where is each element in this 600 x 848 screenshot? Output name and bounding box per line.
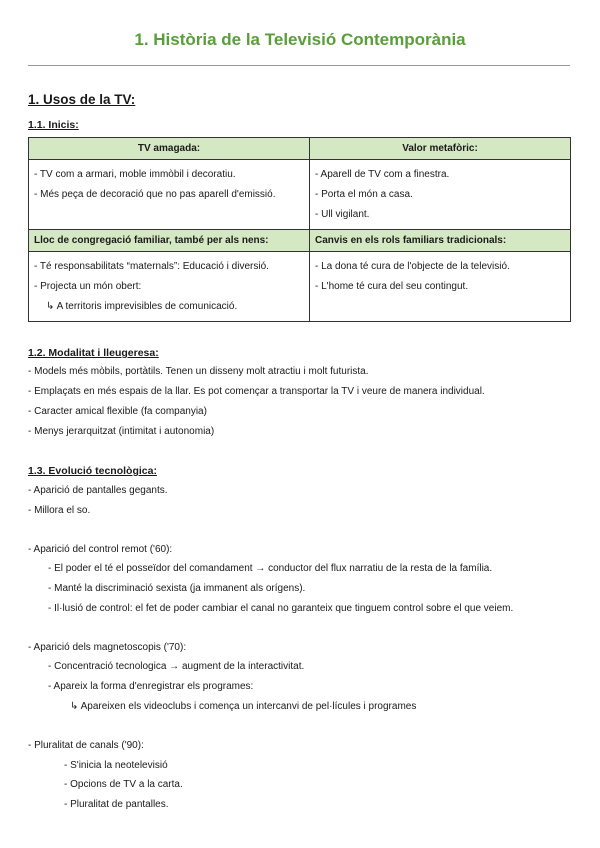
table-header-tv-amagada: TV amagada: — [29, 138, 310, 160]
list-item: - Il·lusió de control: el fet de poder cambiar el canal no garanteix que tinguem control sobre el que veiem. — [48, 603, 514, 614]
list-item: - Models més mòbils, portàtils. Tenen un disseny molt atractiu i molt futurista. — [28, 366, 369, 377]
table-cell-line: - L'home té cura del seu contingut. — [315, 281, 469, 292]
subheading-inicis: 1.1. Inicis: — [28, 119, 79, 131]
page-title: 1. Història de la Televisió Contemporània — [134, 30, 466, 49]
title-divider — [28, 65, 570, 66]
list-item: - Millora el so. — [28, 505, 91, 516]
list-item: - Aparició de pantalles gegants. — [28, 485, 168, 496]
table-header-lloc-congregacio: Lloc de congregació familiar, també per als nens: — [29, 230, 310, 252]
table-header-canvis-rols: Canvis en els rols familiars tradicionals: — [310, 230, 571, 252]
table-cell-lloc-congregacio — [29, 252, 310, 322]
list-item: - Caracter amical flexible (fa companyia) — [28, 406, 207, 417]
list-item: - El poder el té el posseïdor del comandament → conductor del flux narratiu de la resta de la família. — [48, 563, 493, 574]
list-item-sub: ↳ Apareixen els videoclubs i comença un intercanvi de pel·lícules i programes — [70, 701, 417, 712]
list-item-title: - Aparició dels magnetoscopis ('70): — [28, 642, 187, 653]
table-cell-line: - Aparell de TV com a finestra. — [315, 169, 450, 180]
table-cell-valor-metaforic — [310, 160, 571, 230]
section-heading-usos: 1. Usos de la TV: — [28, 92, 136, 107]
table-cell-line: - Més peça de decoració que no pas aparell d'emissió. — [34, 189, 276, 200]
table-cell-line: - Ull vigilant. — [315, 209, 370, 220]
table-cell-line: - La dona té cura de l'objecte de la televisió. — [315, 261, 510, 272]
table-header-valor-metaforic: Valor metafòric: — [310, 138, 571, 160]
table-cell-tv-amagada — [29, 160, 310, 230]
list-item-title: - Pluralitat de canals ('90): — [28, 740, 144, 751]
table-cell-canvis-rols — [310, 252, 571, 322]
table-cell-line: - Porta el món a casa. — [315, 189, 413, 200]
inicis-table — [28, 137, 571, 322]
list-item: - Manté la discriminació sexista (ja immanent als orígens). — [48, 583, 306, 594]
list-item: - Concentració tecnologica → augment de la interactivitat. — [48, 661, 305, 672]
table-cell-line: ↳ A territoris imprevisibles de comunicació. — [46, 301, 238, 312]
list-item: - Emplaçats en més espais de la llar. Es pot començar a transportar la TV i veure de manera individual. — [28, 386, 485, 397]
table-cell-line: - Té responsabilitats “maternals”: Educació i diversió. — [34, 261, 269, 272]
subheading-evolucio: 1.3. Evolució tecnològica: — [28, 465, 157, 477]
list-item: - Opcions de TV a la carta. — [64, 779, 183, 790]
table-cell-line: - TV com a armari, moble immòbil i decoratiu. — [34, 169, 236, 180]
subheading-modalitat: 1.2. Modalitat i lleugeresa: — [28, 347, 159, 359]
list-item: - Pluralitat de pantalles. — [64, 799, 169, 810]
list-item: - Menys jerarquitzat (intimitat i autonomia) — [28, 426, 215, 437]
list-item: - Apareix la forma d'enregistrar els programes: — [48, 681, 254, 692]
table-cell-line: - Projecta un món obert: — [34, 281, 142, 292]
list-item-title: - Aparició del control remot ('60): — [28, 544, 173, 555]
list-item: - S'inicia la neotelevisió — [64, 760, 168, 771]
